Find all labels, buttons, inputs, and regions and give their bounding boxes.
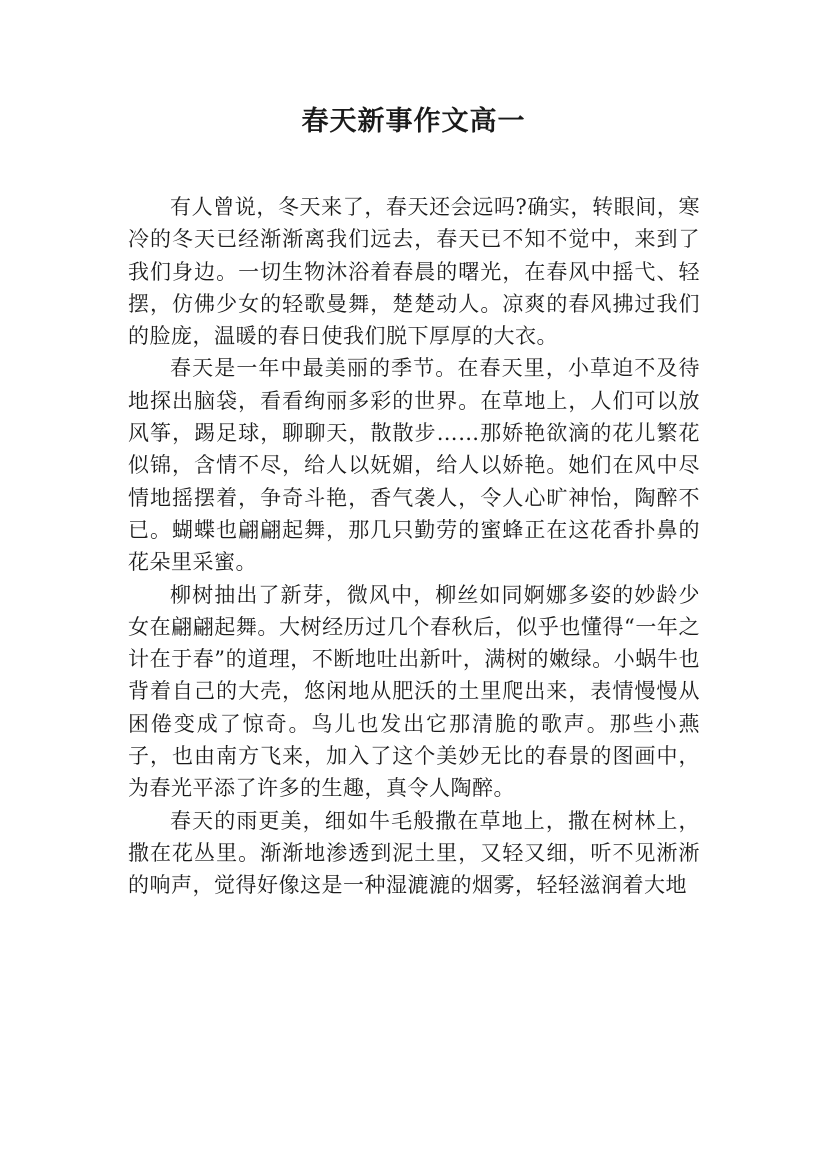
paragraph: 春天是一年中最美丽的季节。在春天里，小草迫不及待地探出脑袋，看看绚丽多彩的世界。在草地上，人们可以放风筝，踢足球，聊聊天，散散步……那娇艳欲滴的花儿繁花似锦，含情不尽，给人以妩媚，给人以娇艳。她们在风中尽情地摇摆着，争奇斗艳，香气袭人，令人心旷神怡，陶醉不已。蝴蝶也翩翩起舞，那几只勤劳的蜜蜂正在这花香扑鼻的花朵里采蜜。 (128, 356, 700, 575)
paragraph: 柳树抽出了新芽，微风中，柳丝如同婀娜多姿的妙龄少女在翩翩起舞。大树经历过几个春秋后，似乎也懂得“一年之计在于春”的道理，不断地吐出新叶，满树的嫩绿。小蜗牛也背着自己的大壳，悠闲地从肥沃的土里爬出来，表情慢慢从困倦变成了惊奇。鸟儿也发出它那清脆的歌声。那些小燕子，也由南方飞来，加入了这个美妙无比的春景的图画中，为春光平添了许多的生趣，真令人陶醉。 (128, 582, 700, 801)
document-body (128, 191, 700, 902)
document-title: 春天新事作文高一 (301, 106, 526, 137)
paragraph: 有人曾说，冬天来了，春天还会远吗?确实，转眼间，寒冷的冬天已经渐渐离我们远去，春天已不知不觉中，来到了我们身边。一切生物沐浴着春晨的曙光，在春风中摇弋、轻摆，仿佛少女的轻歌曼舞，楚楚动人。凉爽的春风拂过我们的脸庞，温暖的春日使我们脱下厚厚的大衣。 (128, 195, 700, 349)
paragraph: 春天的雨更美，细如牛毛般撒在草地上，撒在树林上，撒在花丛里。渐渐地渗透到泥土里，又轻又细，听不见淅淅的响声，觉得好像这是一种湿漉漉的烟雾，轻轻滋润着大地 (128, 808, 700, 898)
